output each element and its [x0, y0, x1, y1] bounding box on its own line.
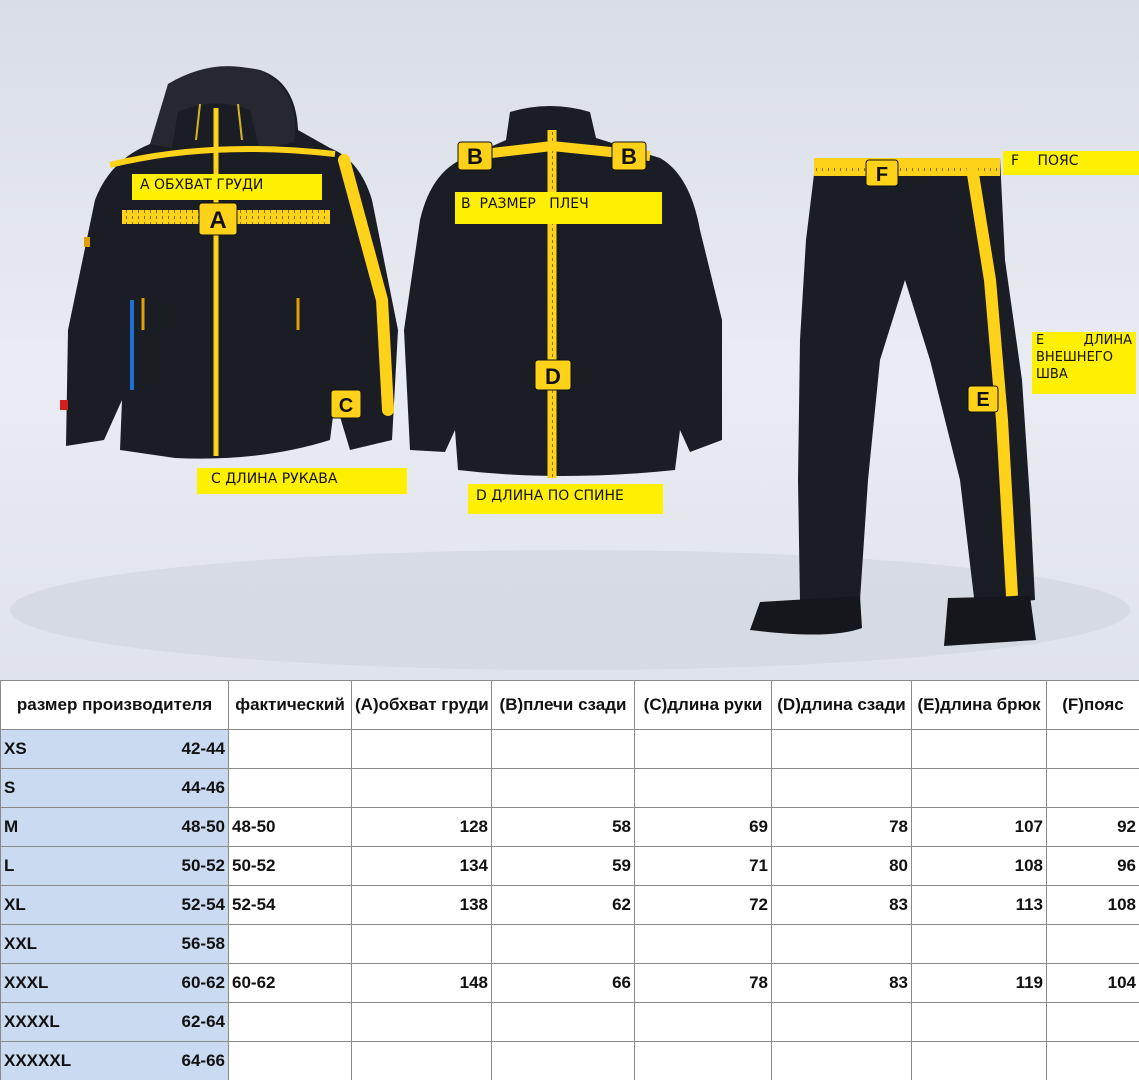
cell-belt: 96 [1047, 847, 1139, 886]
cell-size [1, 925, 229, 964]
size-range: 56-58 [181, 934, 225, 953]
cell-back-length: 83 [772, 886, 912, 925]
cell-trouser-length: 107 [912, 808, 1047, 847]
cell-belt [1047, 769, 1139, 808]
cell-shoulders: 58 [492, 808, 635, 847]
marker-b-right [612, 142, 646, 170]
cell-belt [1047, 730, 1139, 769]
cell-size [1, 847, 229, 886]
cell-shoulders [492, 730, 635, 769]
size-range: 42-44 [181, 739, 225, 758]
size-label: XXL [4, 934, 38, 953]
label-e-letter: Е [1036, 333, 1045, 348]
cell-arm-length: 72 [635, 886, 772, 925]
size-label: S [4, 778, 16, 797]
cell-arm-length [635, 925, 772, 964]
cell-trouser-length: 113 [912, 886, 1047, 925]
size-table-container [0, 680, 1139, 1080]
header-actual: фактический [229, 681, 352, 730]
marker-c-text: C [338, 395, 354, 417]
marker-b-right-text: B [621, 144, 637, 169]
header-shoulders: (В)плечи сзади [492, 681, 635, 730]
cell-actual [229, 769, 352, 808]
cell-chest: 148 [352, 964, 492, 1003]
size-label: XXXXL [4, 1012, 60, 1031]
cell-actual [229, 1042, 352, 1080]
cell-actual: 52-54 [229, 886, 352, 925]
cell-shoulders [492, 1003, 635, 1042]
cell-belt: 108 [1047, 886, 1139, 925]
cell-size [1, 964, 229, 1003]
label-e-word2: ВНЕШНЕГО [1036, 350, 1113, 365]
marker-c [331, 390, 361, 418]
cell-shoulders [492, 925, 635, 964]
cell-chest: 128 [352, 808, 492, 847]
cell-back-length [772, 1003, 912, 1042]
cell-back-length: 78 [772, 808, 912, 847]
cell-trouser-length [912, 730, 1047, 769]
table-row [1, 886, 1139, 925]
size-range: 50-52 [181, 856, 225, 875]
size-label: XL [4, 895, 26, 914]
cell-trouser-length [912, 1042, 1047, 1080]
cell-back-length [772, 925, 912, 964]
marker-f [866, 160, 898, 186]
cell-shoulders [492, 1042, 635, 1080]
cell-actual: 60-62 [229, 964, 352, 1003]
marker-d-text: D [545, 364, 561, 389]
marker-a [199, 203, 237, 235]
size-range: 60-62 [181, 973, 225, 992]
cell-back-length: 80 [772, 847, 912, 886]
size-range: 44-46 [181, 778, 225, 797]
cell-trouser-length: 108 [912, 847, 1047, 886]
table-row [1, 964, 1139, 1003]
table-row [1, 769, 1139, 808]
size-range: 62-64 [181, 1012, 225, 1031]
table-body [1, 730, 1139, 1080]
cell-size [1, 808, 229, 847]
cell-trouser-length [912, 1003, 1047, 1042]
table-row [1, 847, 1139, 886]
cell-shoulders: 66 [492, 964, 635, 1003]
header-arm-length: (С)длина руки [635, 681, 772, 730]
cell-chest: 134 [352, 847, 492, 886]
cell-belt [1047, 1003, 1139, 1042]
size-range: 52-54 [181, 895, 225, 914]
cell-back-length [772, 730, 912, 769]
cell-size [1, 1003, 229, 1042]
cell-size [1, 769, 229, 808]
cell-back-length [772, 769, 912, 808]
marker-d [535, 360, 571, 390]
size-range: 64-66 [181, 1051, 225, 1070]
cell-arm-length [635, 1042, 772, 1080]
size-label: XXXXXL [4, 1051, 72, 1070]
header-trouser-length: (Е)длина брюк [912, 681, 1047, 730]
cell-actual: 50-52 [229, 847, 352, 886]
cell-arm-length [635, 769, 772, 808]
cell-shoulders: 59 [492, 847, 635, 886]
table-row [1, 1003, 1139, 1042]
cell-size [1, 1042, 229, 1080]
cell-chest: 138 [352, 886, 492, 925]
size-label: XS [4, 739, 27, 758]
label-outer-seam-length [1032, 332, 1136, 394]
marker-b-left-text: B [467, 144, 483, 169]
cell-belt: 92 [1047, 808, 1139, 847]
marker-e [968, 386, 998, 412]
label-shoulder-size: В РАЗМЕР ПЛЕЧ [455, 192, 662, 224]
cell-back-length: 83 [772, 964, 912, 1003]
label-e-word3: ШВА [1036, 367, 1068, 382]
header-chest: (А)обхват груди [352, 681, 492, 730]
cell-actual: 48-50 [229, 808, 352, 847]
marker-f-text: F [875, 164, 889, 186]
cell-shoulders [492, 769, 635, 808]
size-table [0, 680, 1139, 1080]
cell-arm-length: 69 [635, 808, 772, 847]
cell-belt [1047, 925, 1139, 964]
marker-e-text: E [976, 389, 990, 411]
table-row [1, 808, 1139, 847]
cell-chest [352, 730, 492, 769]
cell-arm-length: 78 [635, 964, 772, 1003]
cell-trouser-length [912, 925, 1047, 964]
label-belt: F ПОЯС [1003, 151, 1139, 175]
cell-actual [229, 925, 352, 964]
cell-belt [1047, 1042, 1139, 1080]
cell-back-length [772, 1042, 912, 1080]
table-header-row [1, 681, 1139, 730]
cell-trouser-length [912, 769, 1047, 808]
header-belt: (F)пояс [1047, 681, 1139, 730]
table-row [1, 1042, 1139, 1080]
cell-belt: 104 [1047, 964, 1139, 1003]
cell-shoulders: 62 [492, 886, 635, 925]
cell-chest [352, 1003, 492, 1042]
cell-trouser-length: 119 [912, 964, 1047, 1003]
cell-actual [229, 1003, 352, 1042]
back-jacket [404, 106, 722, 478]
cell-arm-length [635, 730, 772, 769]
marker-b-left [458, 142, 492, 170]
label-sleeve-length: С ДЛИНА РУКАВА [197, 468, 407, 494]
header-back-length: (D)длина сзади [772, 681, 912, 730]
size-range: 48-50 [181, 817, 225, 836]
label-back-length: D ДЛИНА ПО СПИНЕ [468, 484, 663, 514]
size-label: M [4, 817, 19, 836]
table-row [1, 730, 1139, 769]
cell-arm-length [635, 1003, 772, 1042]
cell-arm-length: 71 [635, 847, 772, 886]
cell-size [1, 886, 229, 925]
cell-chest [352, 925, 492, 964]
label-chest-girth: А ОБХВАТ ГРУДИ [132, 174, 322, 200]
marker-a-text: A [209, 207, 227, 234]
size-label: L [4, 856, 15, 875]
label-e-word1: ДЛИНА [1083, 333, 1132, 348]
cell-chest [352, 769, 492, 808]
table-row [1, 925, 1139, 964]
cell-actual [229, 730, 352, 769]
cell-chest [352, 1042, 492, 1080]
header-manufacturer-size: размер производителя [1, 681, 229, 730]
cell-size [1, 730, 229, 769]
size-label: XXXL [4, 973, 49, 992]
